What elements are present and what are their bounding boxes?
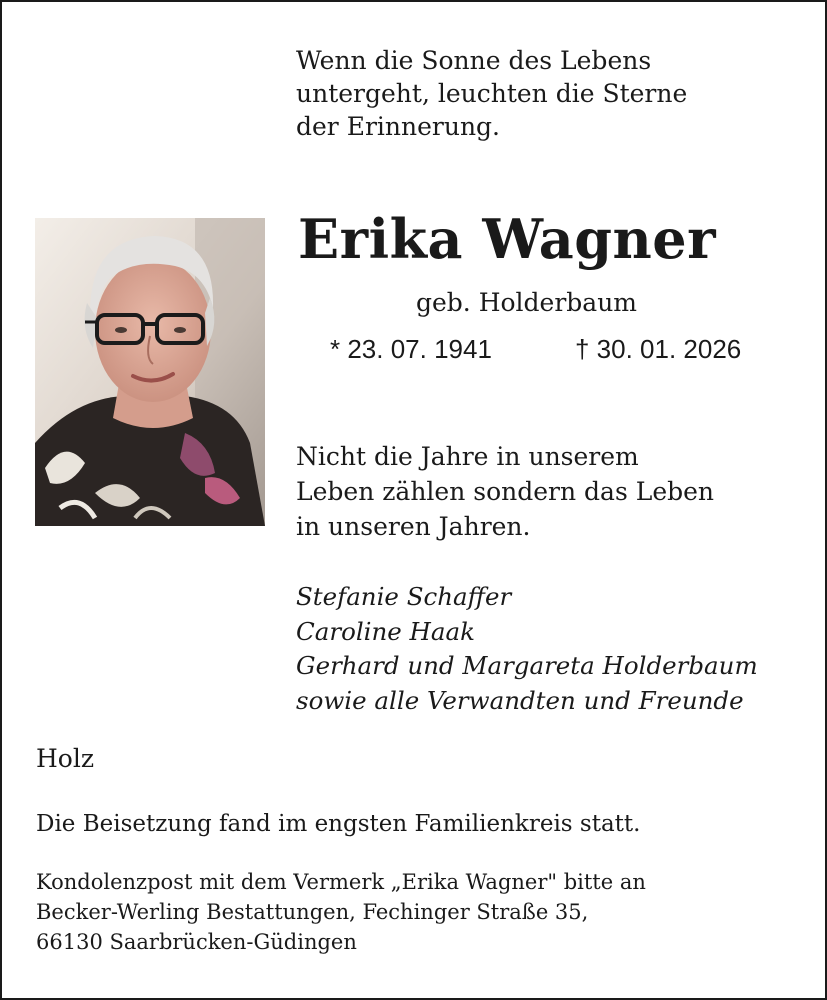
burial-notice: Die Beisetzung fand im engsten Familienkreis statt. bbox=[36, 811, 641, 837]
mourner-name: Gerhard und Margareta Holderbaum bbox=[296, 651, 758, 681]
mourner-name: sowie alle Verwandten und Freunde bbox=[296, 686, 744, 716]
quote-line: Leben zählen sondern das Leben bbox=[296, 477, 715, 506]
motto-line: Wenn die Sonne des Lebens bbox=[296, 46, 652, 75]
mourners-list bbox=[296, 580, 758, 719]
birth-date: * 23. 07. 1941 bbox=[330, 334, 492, 364]
quote-line: in unseren Jahren. bbox=[296, 512, 531, 541]
condolence-line: Becker-Werling Bestattungen, Fechinger Straße 35, bbox=[36, 900, 589, 924]
motto-line: der Erinnerung. bbox=[296, 112, 500, 141]
quote-text bbox=[296, 439, 714, 544]
quote-line: Nicht die Jahre in unserem bbox=[296, 442, 639, 471]
death-date: † 30. 01. 2026 bbox=[575, 334, 742, 364]
place-name: Holz bbox=[36, 744, 95, 773]
birth-name: geb. Holderbaum bbox=[416, 288, 638, 317]
condolence-line: 66130 Saarbrücken-Güdingen bbox=[36, 930, 357, 954]
deceased-name: Erika Wagner bbox=[298, 207, 717, 271]
mourner-name: Stefanie Schaffer bbox=[296, 582, 512, 611]
portrait-photo bbox=[35, 218, 265, 526]
condolence-line: Kondolenzpost mit dem Vermerk „Erika Wagner" bitte an bbox=[36, 870, 646, 894]
mourner-name: Caroline Haak bbox=[296, 616, 475, 646]
motto-line: untergeht, leuchten die Sterne bbox=[296, 79, 688, 108]
motto-text bbox=[296, 44, 687, 143]
condolence-address bbox=[36, 867, 646, 957]
